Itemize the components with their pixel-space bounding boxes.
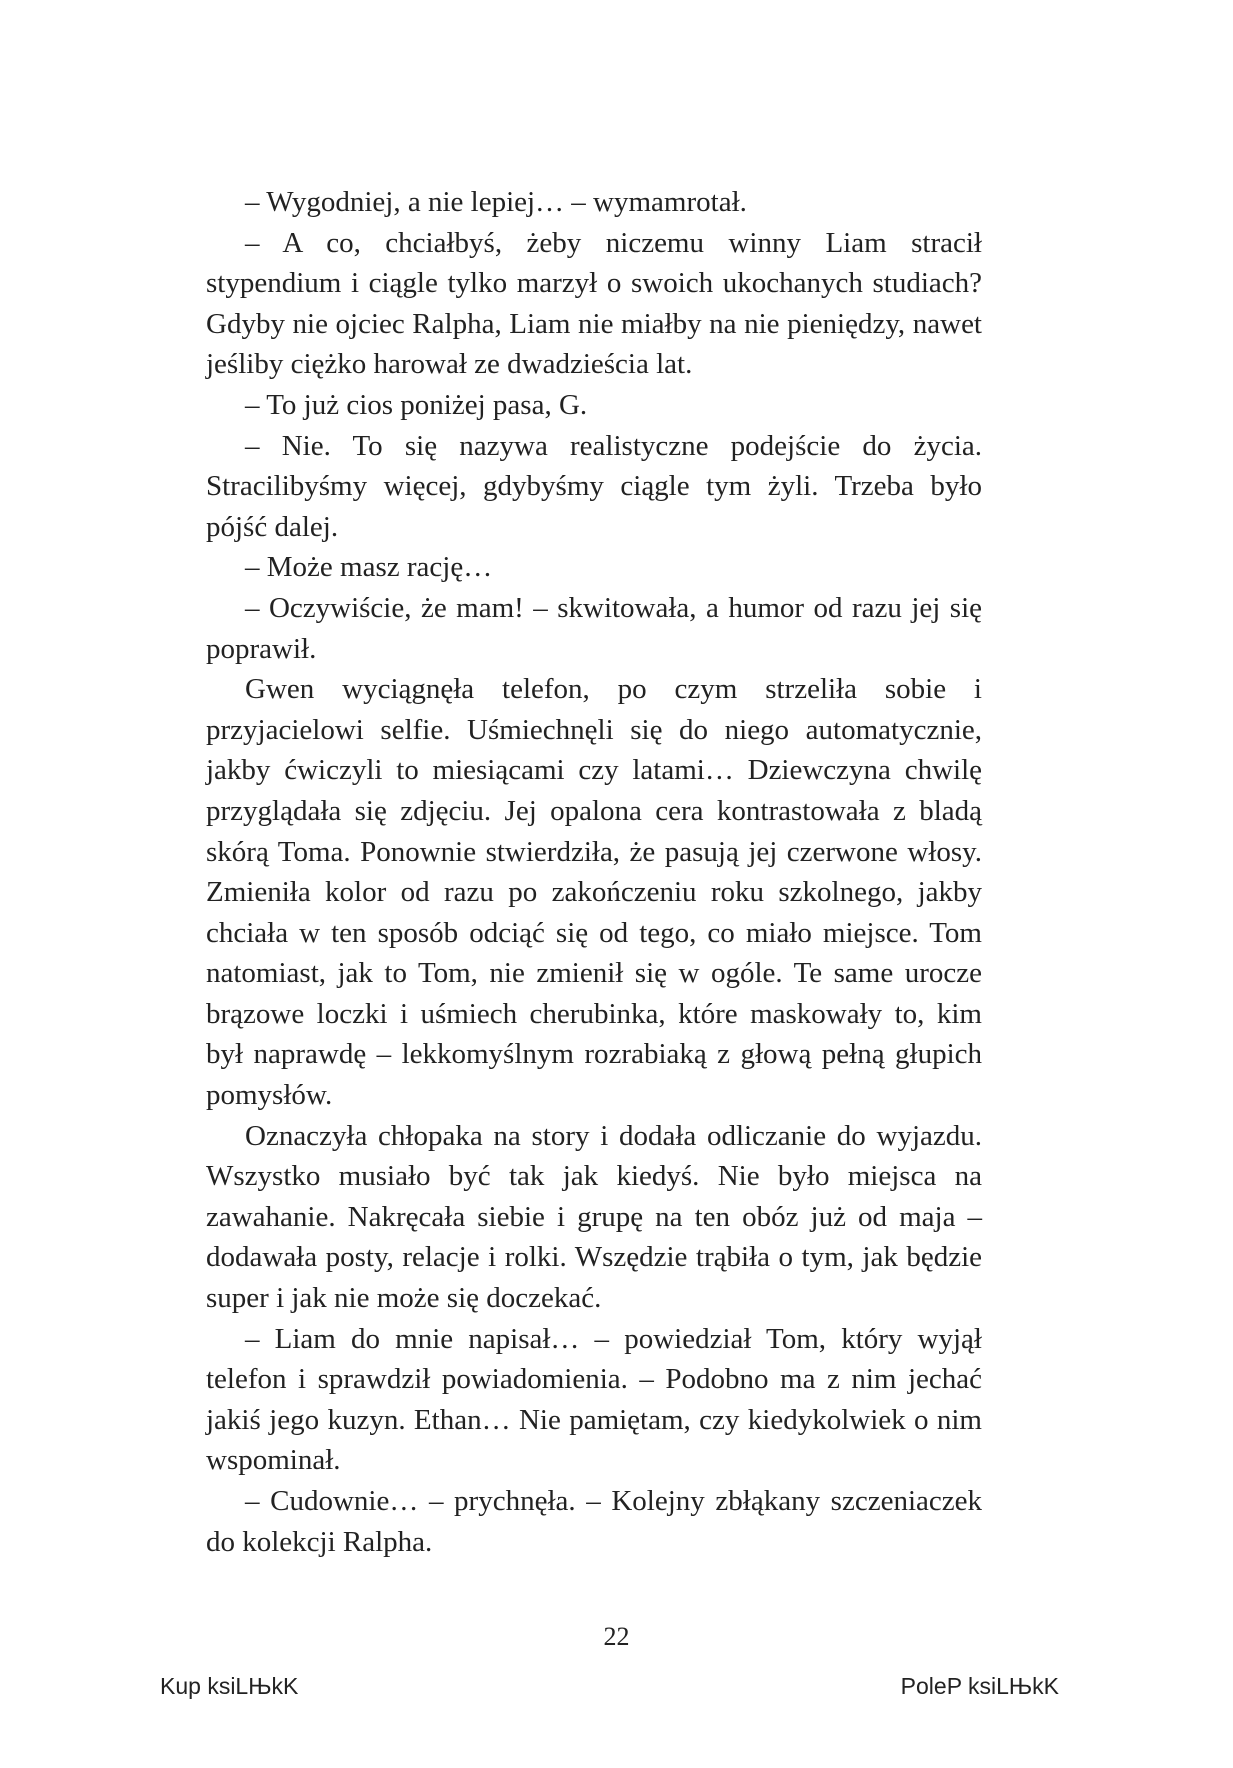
paragraph: – A co, chciałbyś, żeby niczemu winny Liam stracił stypendium i ciągle tylko marzył o swoich ukochanych studiach? Gdyby nie ojciec Ralpha, Liam nie miałby na nie pieniędzy, nawet jeśliby ciężko harował ze dwadzieścia lat. xyxy=(206,226,982,381)
page-number: 22 xyxy=(603,1622,630,1651)
recommend-book-link[interactable]: PoleP ksiLЊkK xyxy=(900,1673,1059,1699)
paragraph: Gwen wyciągnęła telefon, po czym strzeliła sobie i przyjacielowi selfie. Uśmiechnęli się do niego automatycznie, jakby ćwiczyli to miesiącami czy latami… Dziewczyna chwilę przyglądała się zdjęciu. Jej opalona cera kontrastowała z bladą skórą Toma. Ponownie stwierdziła, że pasują jej czerwone włosy. Zmieniła kolor od razu po zakończeniu roku szkolnego, jakby chciała w ten sposób odciąć się od tego, co miało miejsce. Tom natomiast, jak to Tom, nie zmienił się w ogóle. Te same urocze brązowe loczki i uśmiech cherubinka, które maskowały to, kim był naprawdę – lekkomyślnym rozrabiaką z głową pełną głupich pomysłów. xyxy=(206,673,982,1112)
paragraph: – Wygodniej, a nie lepiej… – wymamrotał. xyxy=(245,186,747,218)
body-text xyxy=(206,182,982,1562)
paragraph: Oznaczyła chłopaka na story i dodała odliczanie do wyjazdu. Wszystko musiało być tak jak kiedyś. Nie było miejsca na zawahanie. Nakręcała siebie i grupę na ten obóz już od maja – dodawała posty, relacje i rolki. Wszędzie trąbiła o tym, jak będzie super i jak nie może się doczekać. xyxy=(206,1119,982,1315)
paragraph: – Cudownie… – prychnęła. – Kolejny zbłąkany szczeniaczek do kolekcji Ralpha. xyxy=(206,1485,982,1558)
paragraph: – Oczywiście, że mam! – skwitowała, a humor od razu jej się poprawił. xyxy=(206,591,982,665)
paragraph: – Liam do mnie napisał… – powiedział Tom, który wyjął telefon i sprawdził powiadomienia. – Podobno ma z nim jechać jakiś jego kuzyn. Ethan… Nie pamiętam, czy kiedykolwiek o nim wspominał. xyxy=(206,1322,982,1477)
paragraph: – Nie. To się nazywa realistyczne podejście do życia. Stracilibyśmy więcej, gdybyśmy ciągle tym żyli. Trzeba było pójść dalej. xyxy=(206,429,982,543)
paragraph: – Może masz rację… xyxy=(245,551,493,584)
paragraph: – To już cios poniżej pasa, G. xyxy=(245,388,588,421)
buy-book-link[interactable]: Kup ksiLЊkK xyxy=(160,1673,299,1699)
